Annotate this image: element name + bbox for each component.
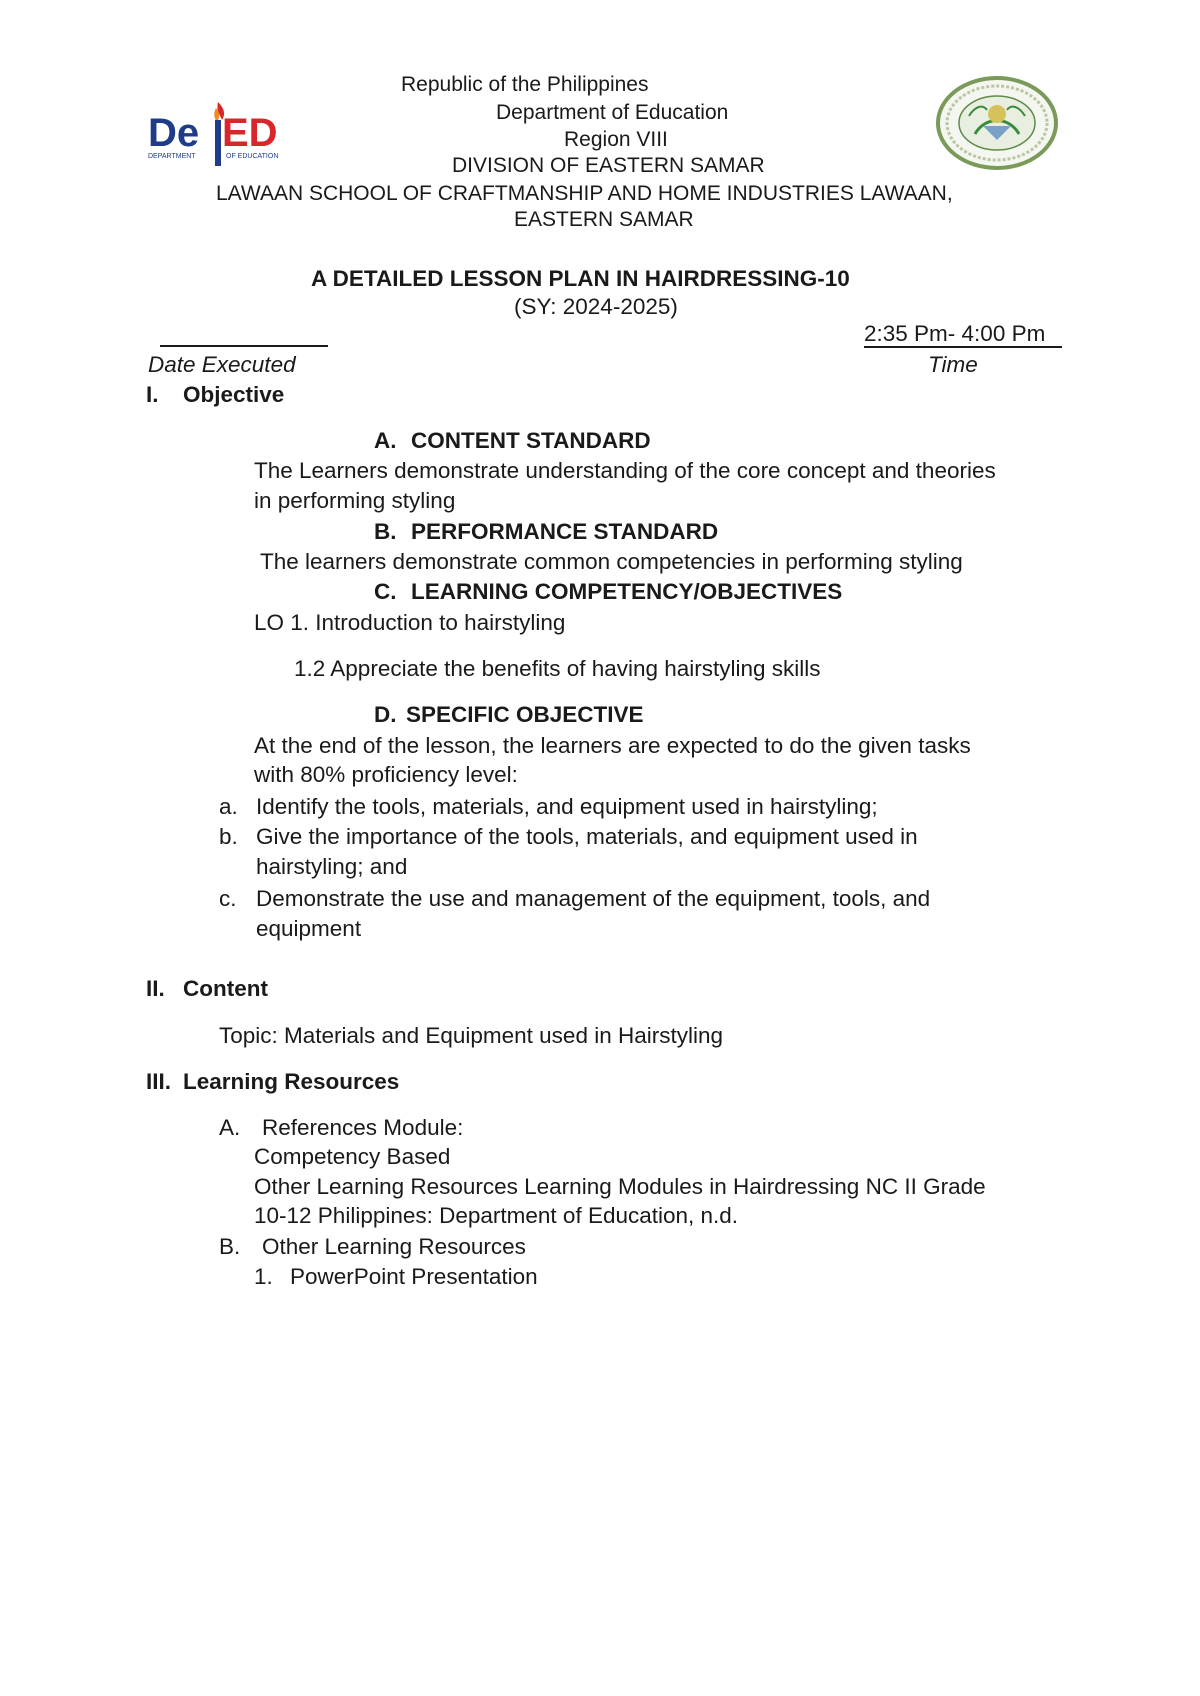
school-year: (SY: 2024-2025) — [514, 294, 678, 319]
date-executed-blank-line — [160, 345, 328, 347]
resource-b-item: PowerPoint Presentation — [290, 1264, 538, 1289]
performance-standard-text: The learners demonstrate common competencies in performing styling — [260, 549, 963, 574]
learning-competency-letter: C. — [374, 579, 397, 604]
section-3-heading: Learning Resources — [183, 1069, 400, 1094]
section-1-heading: Objective — [183, 382, 285, 407]
specific-objective-heading: SPECIFIC OBJECTIVE — [406, 702, 644, 727]
time-underline — [864, 346, 1062, 348]
time-value: 2:35 Pm- 4:00 Pm — [864, 321, 1046, 346]
learning-outcome: LO 1. Introduction to hairstyling — [254, 610, 566, 635]
specific-objective-intro-line2: with 80% proficiency level: — [254, 762, 518, 787]
performance-standard-heading: PERFORMANCE STANDARD — [411, 519, 719, 544]
resource-b-item-marker: 1. — [254, 1264, 273, 1289]
deped-logo — [146, 94, 306, 170]
content-standard-letter: A. — [374, 428, 397, 453]
learning-competency-sub: 1.2 Appreciate the benefits of having hairstyling skills — [294, 656, 821, 681]
resource-a-line1: Competency Based — [254, 1144, 451, 1169]
content-standard-heading: CONTENT STANDARD — [411, 428, 651, 453]
objective-item-marker: c. — [219, 886, 237, 911]
svg-text:OF EDUCATION: OF EDUCATION — [226, 153, 279, 160]
objective-item-text: Identify the tools, materials, and equipment used in hairstyling; — [256, 794, 878, 819]
performance-standard-letter: B. — [374, 519, 397, 544]
objective-item-marker: a. — [219, 794, 238, 819]
resource-b-label: Other Learning Resources — [262, 1234, 526, 1259]
resource-a-marker: A. — [219, 1115, 241, 1140]
time-label: Time — [928, 352, 978, 377]
school-seal — [935, 76, 1059, 171]
svg-text:ED: ED — [222, 111, 278, 155]
content-standard-text-line2: in performing styling — [254, 488, 456, 513]
objective-item-text: Demonstrate the use and management of the equipment, tools, and — [256, 886, 931, 911]
page-title: A DETAILED LESSON PLAN IN HAIRDRESSING-10 — [311, 266, 850, 291]
header-region: Region VIII — [564, 128, 668, 151]
section-3-numeral: III. — [146, 1069, 172, 1094]
svg-text:DEPARTMENT: DEPARTMENT — [148, 153, 196, 160]
objective-item-marker: b. — [219, 824, 238, 849]
section-2-heading: Content — [183, 976, 268, 1001]
resource-a-label: References Module: — [262, 1115, 464, 1140]
svg-text:De: De — [148, 111, 200, 155]
header-department: Department of Education — [496, 101, 729, 124]
resource-b-marker: B. — [219, 1234, 241, 1259]
objective-item-text: Give the importance of the tools, materials, and equipment used in — [256, 824, 918, 849]
header-school-line1: LAWAAN SCHOOL OF CRAFTMANSHIP AND HOME INDUSTRIES LAWAAN, — [216, 182, 953, 205]
objective-item-text-cont: equipment — [256, 916, 362, 941]
header-division: DIVISION OF EASTERN SAMAR — [452, 154, 765, 177]
content-topic: Topic: Materials and Equipment used in Hairstyling — [219, 1023, 723, 1048]
specific-objective-intro-line1: At the end of the lesson, the learners are expected to do the given tasks — [254, 733, 971, 758]
resource-a-line2: Other Learning Resources Learning Modules in Hairdressing NC II Grade — [254, 1174, 986, 1199]
objective-item-text-cont: hairstyling; and — [256, 854, 408, 879]
learning-competency-heading: LEARNING COMPETENCY/OBJECTIVES — [411, 579, 843, 604]
section-1-numeral: I. — [146, 382, 159, 407]
specific-objective-letter: D. — [374, 702, 397, 727]
resource-a-line3: 10-12 Philippines: Department of Education, n.d. — [254, 1203, 739, 1228]
content-standard-text-line1: The Learners demonstrate understanding of the core concept and theories — [254, 458, 996, 483]
header-school-line2: EASTERN SAMAR — [514, 208, 694, 231]
header-republic: Republic of the Philippines — [401, 73, 649, 96]
section-2-numeral: II. — [146, 976, 165, 1001]
date-executed-label: Date Executed — [148, 352, 296, 377]
